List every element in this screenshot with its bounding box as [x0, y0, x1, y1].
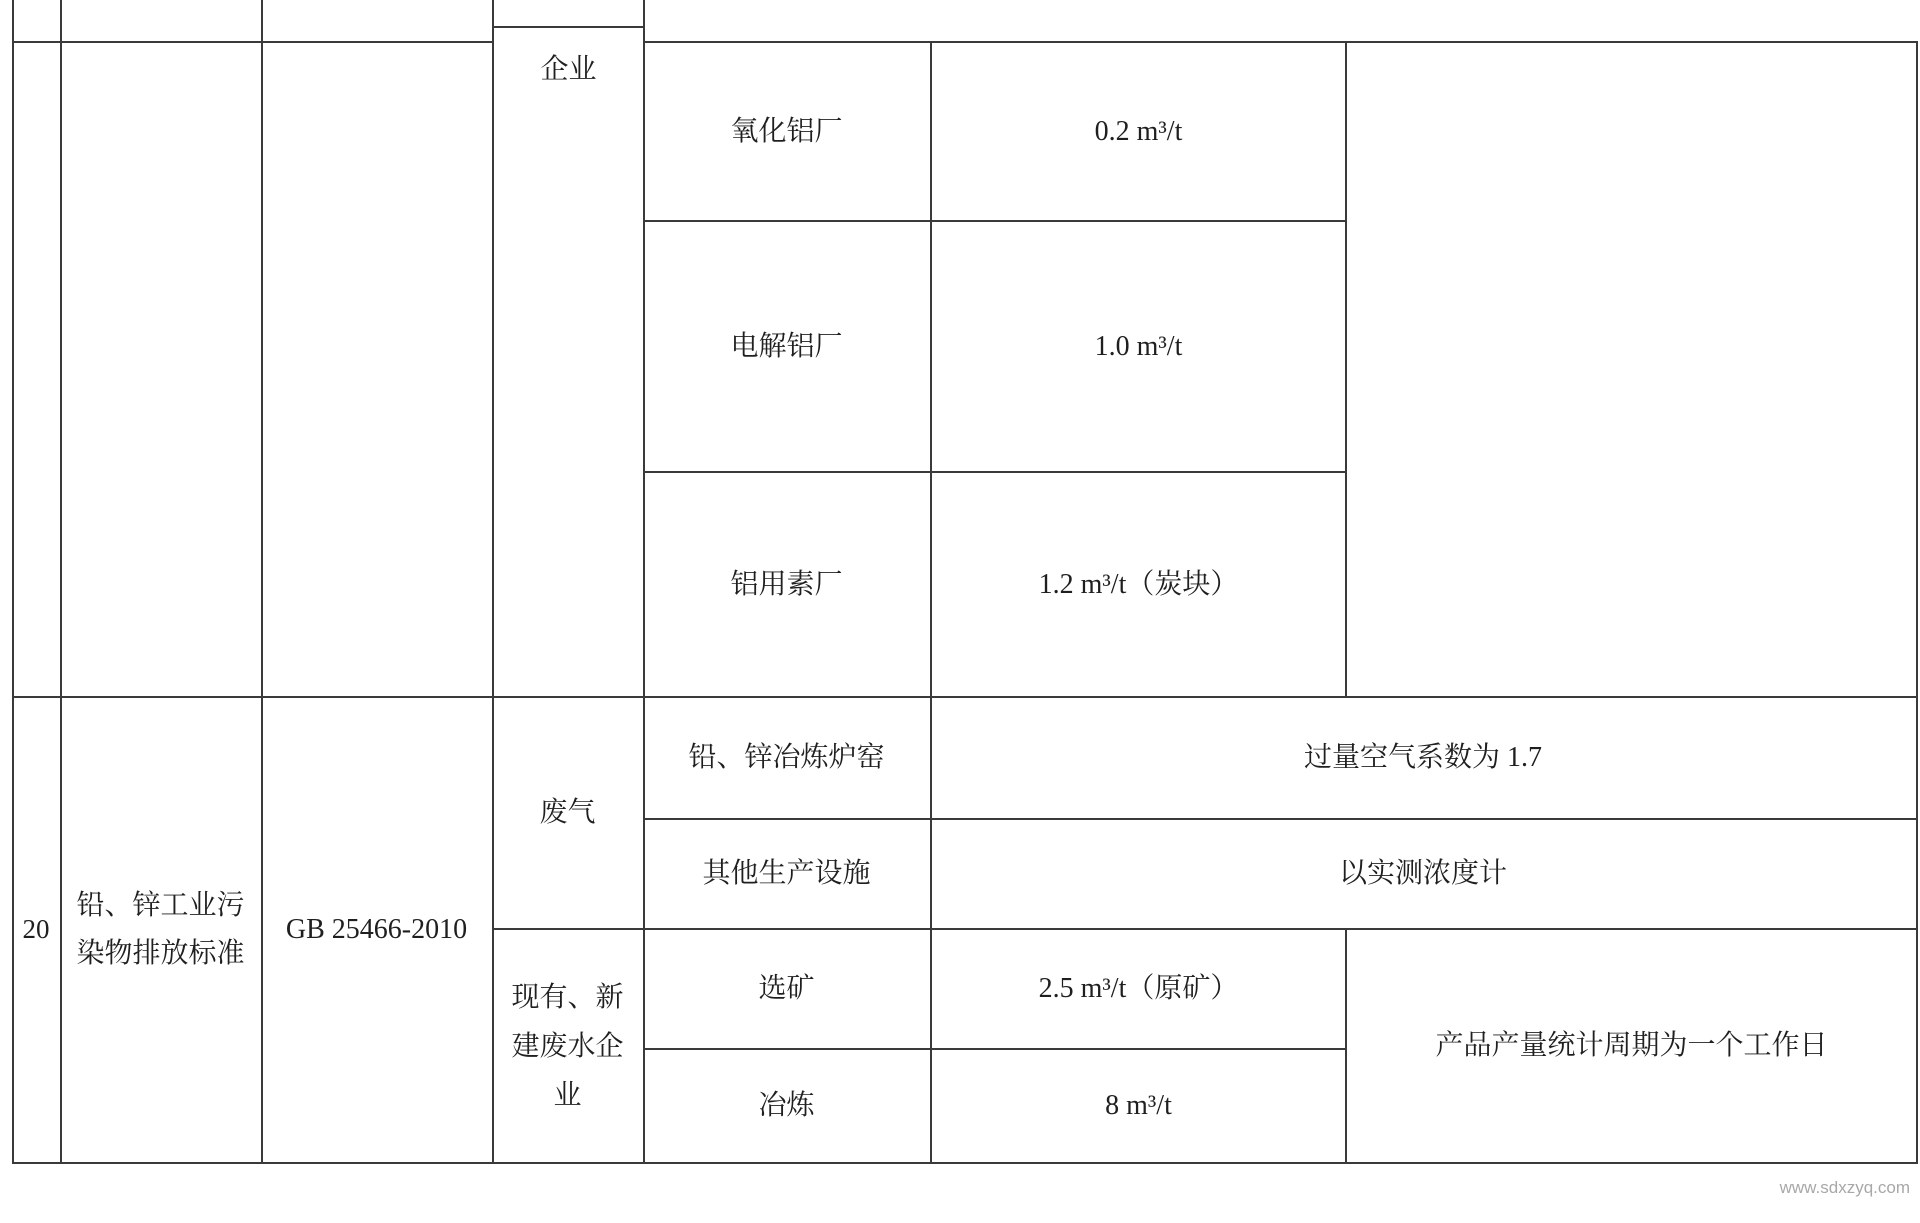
- cell-facility-ore-dressing: 选矿: [758, 973, 815, 1005]
- cell-row-number: 20: [22, 914, 50, 945]
- cell-facility-aluminum-carbon-plant: 铝用素厂: [730, 568, 843, 600]
- cell-category-waste-gas: 废气: [539, 797, 596, 829]
- cell-facility-alumina-plant: 氧化铝厂: [730, 115, 843, 147]
- grid-line-v-col-value-top: [1345, 41, 1347, 698]
- cell-value-excess-air-coefficient: 过量空气系数为 1.7: [1303, 742, 1542, 774]
- standard-name-text: 铅、锌工业污染物排放标准: [76, 890, 245, 969]
- grid-line-v-right-border: [1916, 41, 1918, 1164]
- cell-value-measured-concentration: 以实测浓度计: [1338, 858, 1507, 890]
- cell-category-wastewater-enterprise: [494, 930, 641, 1162]
- cell-facility-smelting: 冶炼: [758, 1090, 815, 1122]
- cell-category-enterprise: 企业: [540, 54, 597, 85]
- cell-value-electrolytic-aluminum-plant: 1.0 m³/t: [1094, 330, 1183, 362]
- grid-line-h-top-left: [12, 41, 494, 43]
- site-watermark: www.sdxzyq.com: [1779, 1178, 1910, 1197]
- cell-standard-name: [62, 698, 259, 1162]
- cell-note-production-statistics-period: 产品产量统计周期为一个工作日: [1435, 1030, 1828, 1062]
- cell-value-smelting: 8 m³/t: [1105, 1090, 1172, 1122]
- cell-value-alumina-plant: 0.2 m³/t: [1094, 115, 1183, 147]
- cell-value-ore-dressing: 2.5 m³/t（原矿）: [1038, 973, 1239, 1005]
- cell-standard-code: GB 25466-2010: [285, 914, 468, 946]
- cell-facility-electrolytic-aluminum-plant: 电解铝厂: [730, 330, 843, 362]
- cell-facility-lead-zinc-smelting-furnace: 铅、锌冶炼炉窑: [688, 742, 885, 774]
- cell-facility-other-production-facilities: 其他生产设施: [702, 858, 871, 890]
- cell-value-aluminum-carbon-plant: 1.2 m³/t（炭块）: [1038, 568, 1239, 600]
- grid-line-h-bottom-border: [12, 1162, 1918, 1164]
- wastewater-category-text: 现有、新建废水企业: [511, 981, 624, 1111]
